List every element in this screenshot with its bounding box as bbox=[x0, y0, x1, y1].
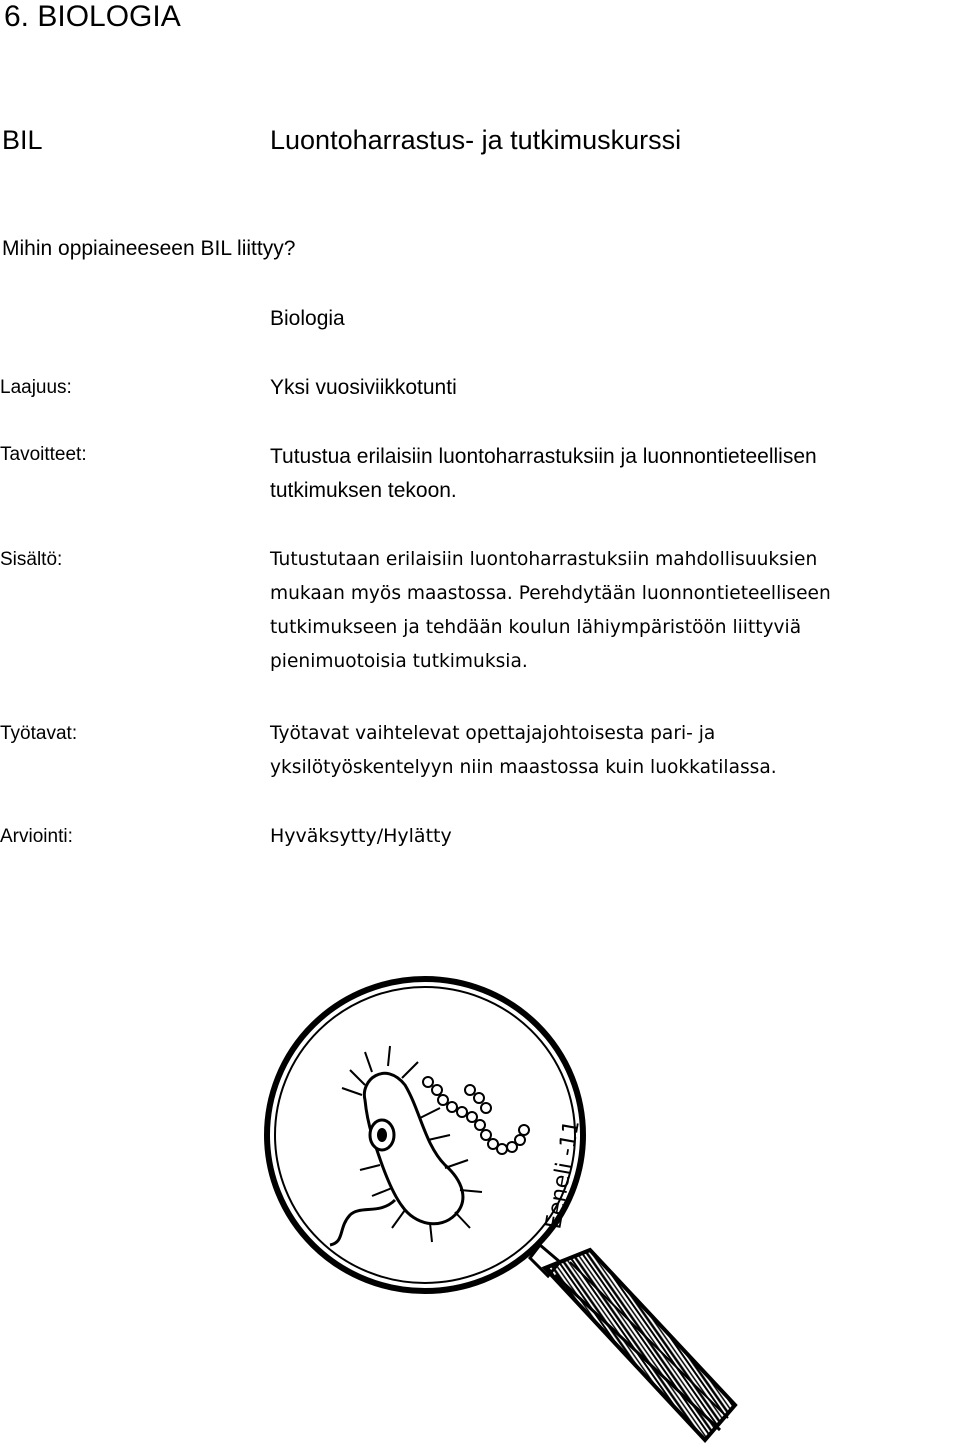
methods-line: yksilötyöskentelyyn niin maastossa kuin luokkatilassa. bbox=[270, 757, 777, 778]
course-code: BIL bbox=[2, 125, 43, 155]
methods-line: Työtavat vaihtelevat opettajajohtoisesta pari- ja bbox=[270, 723, 716, 744]
goals-line: Tutustua erilaisiin luontoharrastuksiin ja luonnontieteellisen bbox=[270, 445, 817, 468]
handle bbox=[545, 1250, 735, 1440]
goals-label: Tavoitteet: bbox=[0, 444, 87, 465]
assessment-value: Hyväksytty/Hylätty bbox=[270, 825, 452, 847]
scope-label: Laajuus: bbox=[0, 377, 72, 398]
methods-label: Työtavat: bbox=[0, 723, 78, 744]
subject-answer: Biologia bbox=[270, 307, 345, 330]
content-line: pienimuotoisia tutkimuksia. bbox=[270, 651, 528, 672]
subject-question: Mihin oppiaineeseen BIL liittyy? bbox=[2, 237, 296, 260]
scope-value: Yksi vuosiviikkotunti bbox=[270, 376, 457, 399]
chapter-title: 6. BIOLOGIA bbox=[4, 0, 181, 33]
svg-text:Eeneli -11: Eeneli -11 bbox=[541, 1118, 586, 1232]
content-line: Tutustutaan erilaisiin luontoharrastuksiin mahdollisuuksien bbox=[270, 549, 818, 570]
content-line: mukaan myös maastossa. Perehdytään luonnontieteelliseen bbox=[270, 583, 831, 604]
content-line: tutkimukseen ja tehdään koulun lähiympäristöön liittyviä bbox=[270, 617, 802, 638]
course-name: Luontoharrastus- ja tutkimuskurssi bbox=[270, 125, 682, 155]
goals-line: tutkimuksen tekoon. bbox=[270, 479, 457, 502]
assessment-label: Arviointi: bbox=[0, 826, 73, 847]
content-label: Sisältö: bbox=[0, 549, 63, 570]
